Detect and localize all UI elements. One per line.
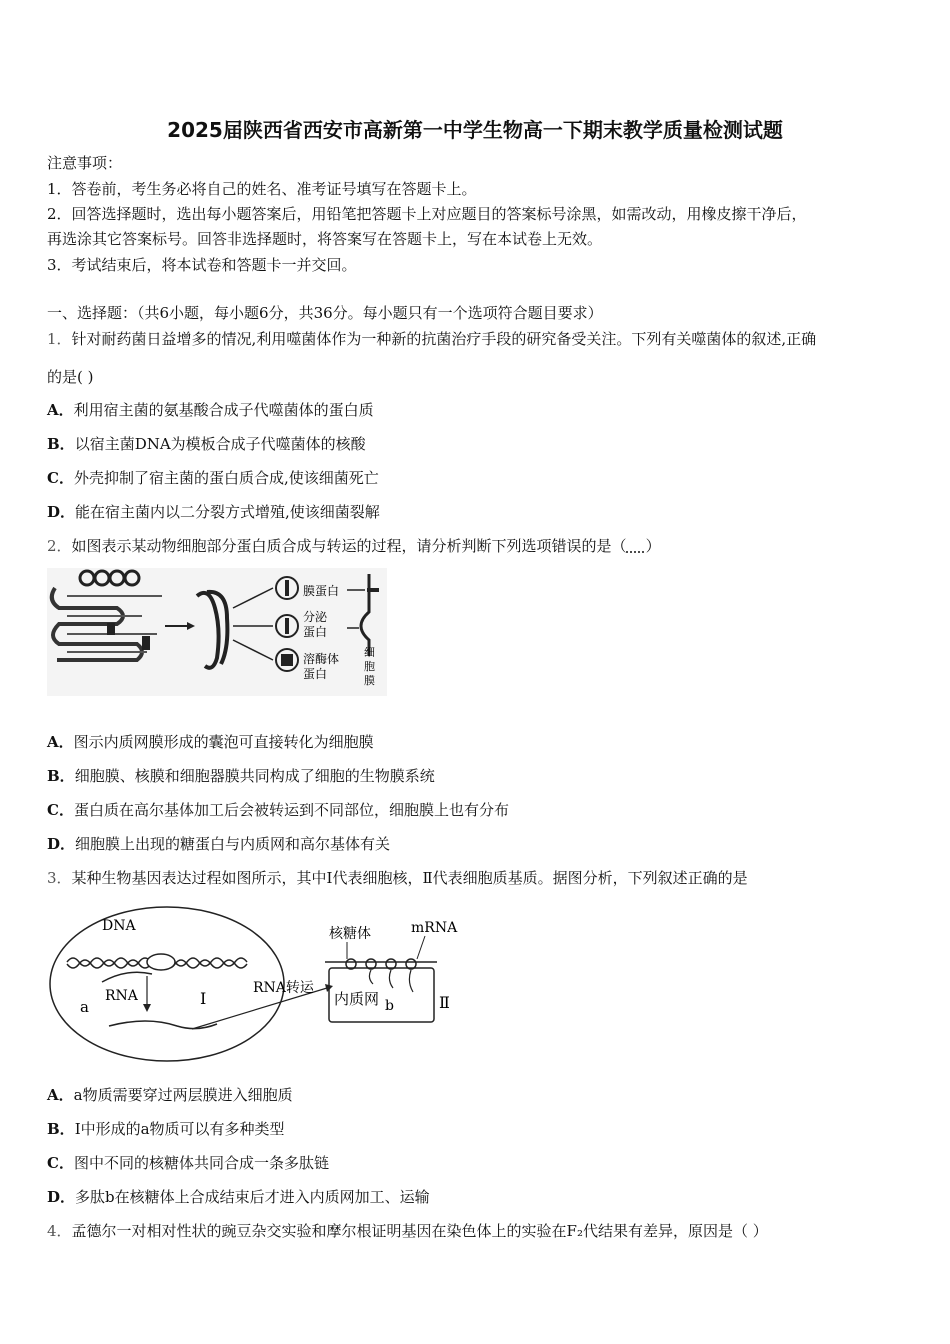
option-letter: D．: [47, 503, 76, 521]
option-text: 能在宿主菌内以二分裂方式增殖,使该细菌裂解: [75, 503, 380, 521]
option-letter: B．: [47, 1120, 75, 1138]
label-rna: RNA: [105, 988, 138, 1004]
question-3: [47, 867, 748, 888]
question-number: 4．: [47, 1222, 72, 1240]
notice-item: 再选涂其它答案标号。回答非选择题时，将答案写在答题卡上，写在本试卷上无效。: [47, 230, 603, 248]
transcription-bubble: [147, 954, 175, 970]
option-letter: C．: [47, 469, 74, 487]
question-stem: 如图表示某动物细胞部分蛋白质合成与转运的过程，请分析判断下列选项错误的是（: [71, 537, 627, 555]
question-stem: 针对耐药菌日益增多的情况,利用噬菌体作为一种新的抗菌治疗手段的研究备受关注。下列有关噬菌体的叙述,正确: [71, 330, 817, 348]
option-d: [47, 833, 390, 854]
option-letter: D．: [47, 1188, 76, 1206]
question-stem: 某种生物基因表达过程如图所示，其中Ⅰ代表细胞核，Ⅱ代表细胞质基质。据图分析，下列叙述正确的是: [71, 869, 748, 887]
vesicle-icon: [107, 623, 115, 635]
option-text: 图中不同的核糖体共同合成一条多肽链: [73, 1154, 329, 1172]
label-rna-transport: RNA转运: [253, 980, 314, 996]
option-letter: A．: [47, 1086, 74, 1104]
label-cell-3: 膜: [364, 674, 375, 687]
protein-transport-figure: [47, 568, 387, 696]
membrane-protein-mark: [367, 588, 379, 592]
option-text: 外壳抑制了宿主菌的蛋白质合成,使该细菌死亡: [73, 469, 379, 487]
label-nucleus-I: Ⅰ: [200, 989, 207, 1008]
arrow-head-icon: [143, 1004, 151, 1012]
option-text: 以宿主菌DNA为模板合成子代噬菌体的核酸: [74, 435, 366, 453]
nucleus-icon: [50, 907, 284, 1061]
label-secretory-2: 蛋白: [303, 625, 328, 639]
label-ribosome: 核糖体: [329, 926, 371, 942]
option-a: [47, 399, 374, 420]
question-stem: 孟德尔一对相对性状的豌豆杂交实验和摩尔根证明基因在染色体上的实验在F₂代结果有差异，原因是（ ）: [71, 1222, 768, 1240]
option-a: [47, 731, 374, 752]
protein-mark: [285, 580, 289, 596]
option-text: 细胞膜、核膜和细胞器膜共同构成了细胞的生物膜系统: [74, 767, 435, 785]
option-c: [47, 1152, 329, 1173]
option-a: [47, 1084, 293, 1105]
question-2: [47, 535, 661, 556]
option-c: [47, 799, 509, 820]
option-letter: B．: [47, 767, 75, 785]
label-dna: DNA: [102, 918, 136, 934]
option-d: [47, 501, 380, 522]
question-4: [47, 1220, 768, 1241]
question-number: 3．: [47, 869, 72, 887]
label-mrna: mRNA: [411, 920, 458, 936]
vesicle-icon: [142, 636, 150, 650]
option-text: Ⅰ中形成的a物质可以有多种类型: [74, 1120, 285, 1138]
label-b: b: [385, 998, 394, 1014]
question-1: [47, 328, 816, 349]
protein-mark: [285, 618, 289, 634]
label-secretory-1: 分泌: [303, 610, 328, 624]
notice-item: 2．回答选择题时，选出每小题答案后，用铅笔把答题卡上对应题目的答案标号涂黑，如需改动，用橡皮擦干净后，: [47, 205, 807, 223]
option-text: 多肽b在核糖体上合成结束后才进入内质网加工、运输: [75, 1188, 430, 1206]
mrna-strand-icon: [109, 1021, 217, 1029]
label-cell-2: 胞: [364, 660, 375, 673]
option-letter: D．: [47, 835, 76, 853]
answer-blank: [627, 537, 646, 555]
pointer-line: [417, 936, 425, 959]
option-text: 蛋白质在高尔基体加工后会被转运到不同部位，细胞膜上也有分布: [73, 801, 509, 819]
rna-strand-icon: [102, 972, 152, 982]
label-a: a: [80, 998, 89, 1016]
option-text: a物质需要穿过两层膜进入细胞质: [73, 1086, 293, 1104]
protein-mark: [281, 654, 293, 666]
option-text: 图示内质网膜形成的囊泡可直接转化为细胞膜: [73, 733, 374, 751]
label-er: 内质网: [334, 990, 380, 1008]
label-lysosome-1: 溶酶体: [303, 652, 340, 666]
option-letter: C．: [47, 1154, 74, 1172]
label-cytoplasm-II: Ⅱ: [439, 993, 450, 1012]
page-title: 2025届陕西省西安市高新第一中学生物高一下期末教学质量检测试题: [167, 118, 783, 142]
gene-expression-figure: [47, 904, 467, 1066]
question-stem-cont: 的是( ): [47, 368, 94, 386]
option-b: [47, 433, 366, 454]
question-number: 1．: [47, 330, 72, 348]
option-c: [47, 467, 379, 488]
label-membrane-protein: 膜蛋白: [303, 584, 340, 598]
label-cell-1: 细: [364, 646, 375, 659]
section-heading: 一、选择题：（共6小题，每小题6分，共36分。每小题只有一个选项符合题目要求）: [47, 304, 603, 322]
polypeptide-icon: [369, 970, 413, 992]
question-number: 2．: [47, 537, 72, 555]
notice-heading: 注意事项：: [47, 154, 123, 172]
option-b: [47, 1118, 285, 1139]
notice-item: 1．答卷前，考生务必将自己的姓名、准考证号填写在答题卡上。: [47, 180, 477, 198]
option-letter: C．: [47, 801, 74, 819]
option-b: [47, 765, 435, 786]
notice-item: 3．考试结束后，将本试卷和答题卡一并交回。: [47, 256, 357, 274]
option-text: 细胞膜上出现的糖蛋白与内质网和高尔基体有关: [75, 835, 391, 853]
option-letter: B．: [47, 435, 75, 453]
option-letter: A．: [47, 401, 74, 419]
option-text: 利用宿主菌的氨基酸合成子代噬菌体的蛋白质: [73, 401, 374, 419]
option-letter: A．: [47, 733, 74, 751]
label-lysosome-2: 蛋白: [303, 667, 328, 681]
question-stem-end: ）: [645, 537, 661, 555]
option-d: [47, 1186, 430, 1207]
